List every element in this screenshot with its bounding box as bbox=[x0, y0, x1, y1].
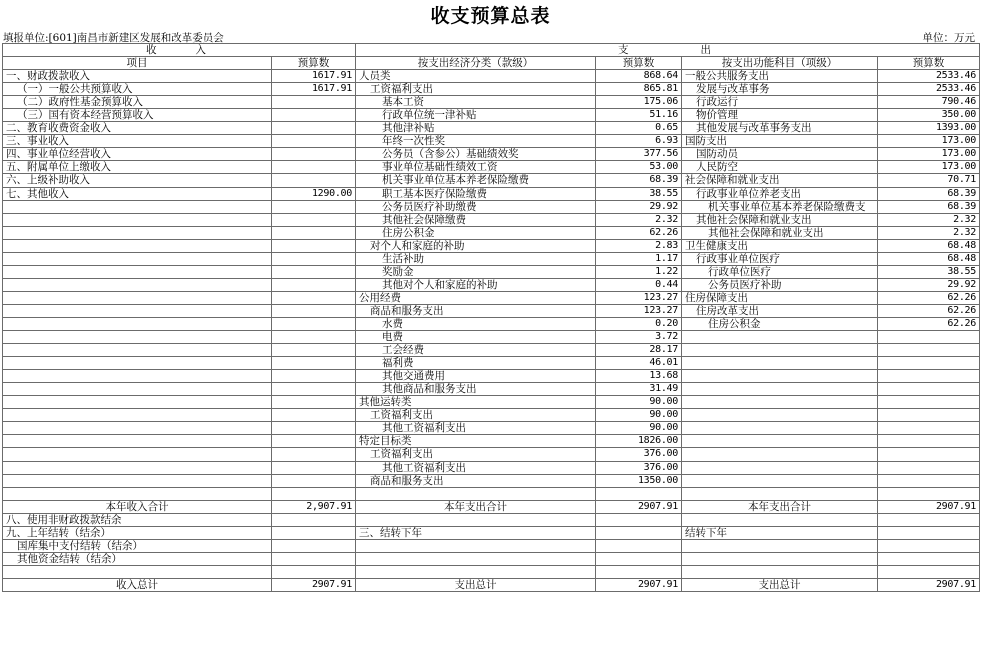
income-item bbox=[3, 304, 272, 317]
column-header-amount: 预算数 bbox=[878, 57, 980, 70]
functional-item bbox=[682, 331, 878, 344]
table-row bbox=[3, 578, 980, 591]
functional-item: 机关事业单位基本养老保险缴费支 bbox=[682, 200, 878, 213]
functional-amount: 70.71 bbox=[878, 174, 980, 187]
functional-item: 住房公积金 bbox=[682, 317, 878, 330]
economic-amount: 68.39 bbox=[596, 174, 682, 187]
table-row bbox=[3, 278, 980, 291]
economic-amount: 90.00 bbox=[596, 409, 682, 422]
column-header-amount: 预算数 bbox=[596, 57, 682, 70]
table-row bbox=[3, 461, 980, 474]
economic-amount: 46.01 bbox=[596, 357, 682, 370]
functional-item: 其他发展与改革事务支出 bbox=[682, 122, 878, 135]
table-row bbox=[3, 161, 980, 174]
functional-amount bbox=[878, 539, 980, 552]
functional-amount: 29.92 bbox=[878, 278, 980, 291]
functional-amount: 790.46 bbox=[878, 96, 980, 109]
economic-amount: 376.00 bbox=[596, 461, 682, 474]
economic-amount: 376.00 bbox=[596, 448, 682, 461]
table-row bbox=[3, 226, 980, 239]
income-amount: 2,907.91 bbox=[272, 500, 356, 513]
economic-item: 工会经费 bbox=[356, 344, 596, 357]
economic-item: 事业单位基础性绩效工资 bbox=[356, 161, 596, 174]
economic-amount: 123.27 bbox=[596, 304, 682, 317]
table-row bbox=[3, 317, 980, 330]
economic-amount: 90.00 bbox=[596, 422, 682, 435]
income-amount bbox=[272, 96, 356, 109]
table-row bbox=[3, 370, 980, 383]
functional-amount bbox=[878, 409, 980, 422]
functional-item: 公务员医疗补助 bbox=[682, 278, 878, 291]
income-item: （一）一般公共预算收入 bbox=[3, 83, 272, 96]
income-amount bbox=[272, 565, 356, 578]
column-header-functional: 按支出功能科目（项级） bbox=[682, 57, 878, 70]
economic-item: 其他商品和服务支出 bbox=[356, 383, 596, 396]
table-row bbox=[3, 396, 980, 409]
table-row bbox=[3, 304, 980, 317]
income-item: 九、上年结转（结余） bbox=[3, 526, 272, 539]
table-row bbox=[3, 252, 980, 265]
table-row bbox=[3, 213, 980, 226]
economic-amount: 2907.91 bbox=[596, 578, 682, 591]
functional-item bbox=[682, 383, 878, 396]
economic-item: 公务员医疗补助缴费 bbox=[356, 200, 596, 213]
economic-item: 支出总计 bbox=[356, 578, 596, 591]
functional-amount: 2.32 bbox=[878, 213, 980, 226]
column-header-economic: 按支出经济分类（款级） bbox=[356, 57, 596, 70]
income-item bbox=[3, 265, 272, 278]
section-header-row bbox=[3, 44, 980, 57]
income-item bbox=[3, 474, 272, 487]
currency-unit: 单位：万元 bbox=[922, 32, 975, 44]
functional-item bbox=[682, 409, 878, 422]
functional-item: 其他社会保障和就业支出 bbox=[682, 213, 878, 226]
income-amount bbox=[272, 148, 356, 161]
income-item: 五、附属单位上缴收入 bbox=[3, 161, 272, 174]
income-amount bbox=[272, 526, 356, 539]
economic-amount bbox=[596, 487, 682, 500]
economic-amount: 1350.00 bbox=[596, 474, 682, 487]
economic-item: 水费 bbox=[356, 317, 596, 330]
functional-amount bbox=[878, 396, 980, 409]
economic-amount: 13.68 bbox=[596, 370, 682, 383]
functional-amount bbox=[878, 344, 980, 357]
economic-item bbox=[356, 552, 596, 565]
income-amount bbox=[272, 109, 356, 122]
economic-amount: 3.72 bbox=[596, 331, 682, 344]
economic-item: 本年支出合计 bbox=[356, 500, 596, 513]
income-item bbox=[3, 396, 272, 409]
income-amount bbox=[272, 291, 356, 304]
income-item bbox=[3, 226, 272, 239]
income-item bbox=[3, 291, 272, 304]
functional-item bbox=[682, 396, 878, 409]
functional-item bbox=[682, 357, 878, 370]
income-item bbox=[3, 357, 272, 370]
economic-amount: 175.06 bbox=[596, 96, 682, 109]
economic-item: 对个人和家庭的补助 bbox=[356, 239, 596, 252]
income-item: 二、教育收费资金收入 bbox=[3, 122, 272, 135]
income-amount bbox=[272, 265, 356, 278]
economic-amount bbox=[596, 565, 682, 578]
income-item: 收入总计 bbox=[3, 578, 272, 591]
economic-amount: 90.00 bbox=[596, 396, 682, 409]
functional-item bbox=[682, 513, 878, 526]
functional-item: 本年支出合计 bbox=[682, 500, 878, 513]
table-row bbox=[3, 422, 980, 435]
economic-amount: 28.17 bbox=[596, 344, 682, 357]
functional-amount: 68.39 bbox=[878, 200, 980, 213]
functional-item: 住房保障支出 bbox=[682, 291, 878, 304]
income-item: 本年收入合计 bbox=[3, 500, 272, 513]
functional-amount bbox=[878, 435, 980, 448]
economic-amount: 51.16 bbox=[596, 109, 682, 122]
functional-item: 结转下年 bbox=[682, 526, 878, 539]
reporting-unit: 填报单位:[601]南昌市新建区发展和改革委员会 bbox=[3, 32, 224, 44]
functional-amount: 173.00 bbox=[878, 135, 980, 148]
income-item bbox=[3, 370, 272, 383]
income-amount bbox=[272, 383, 356, 396]
income-item bbox=[3, 383, 272, 396]
income-amount bbox=[272, 474, 356, 487]
income-section-header: 收 入 bbox=[3, 44, 356, 57]
column-header-item: 项目 bbox=[3, 57, 272, 70]
economic-item: 生活补助 bbox=[356, 252, 596, 265]
economic-item: 其他工资福利支出 bbox=[356, 461, 596, 474]
functional-item: 住房改革支出 bbox=[682, 304, 878, 317]
economic-amount bbox=[596, 513, 682, 526]
economic-item: 奖励金 bbox=[356, 265, 596, 278]
table-row bbox=[3, 383, 980, 396]
functional-amount: 62.26 bbox=[878, 317, 980, 330]
economic-amount: 53.00 bbox=[596, 161, 682, 174]
functional-item: 其他社会保障和就业支出 bbox=[682, 226, 878, 239]
table-row bbox=[3, 109, 980, 122]
functional-amount: 68.48 bbox=[878, 252, 980, 265]
functional-item: 国防动员 bbox=[682, 148, 878, 161]
economic-item bbox=[356, 487, 596, 500]
economic-amount: 62.26 bbox=[596, 226, 682, 239]
functional-amount: 350.00 bbox=[878, 109, 980, 122]
income-item: 四、事业单位经营收入 bbox=[3, 148, 272, 161]
income-amount bbox=[272, 161, 356, 174]
functional-amount bbox=[878, 448, 980, 461]
economic-amount: 38.55 bbox=[596, 187, 682, 200]
income-item bbox=[3, 200, 272, 213]
income-item bbox=[3, 252, 272, 265]
economic-item bbox=[356, 565, 596, 578]
page-title: 收支预算总表 bbox=[430, 5, 551, 27]
income-item bbox=[3, 213, 272, 226]
functional-amount: 38.55 bbox=[878, 265, 980, 278]
economic-item: 机关事业单位基本养老保险缴费 bbox=[356, 174, 596, 187]
functional-item: 人民防空 bbox=[682, 161, 878, 174]
economic-item: 福利费 bbox=[356, 357, 596, 370]
income-amount: 1617.91 bbox=[272, 70, 356, 83]
economic-amount bbox=[596, 552, 682, 565]
economic-item: 行政单位统一津补贴 bbox=[356, 109, 596, 122]
functional-item bbox=[682, 552, 878, 565]
functional-item: 国防支出 bbox=[682, 135, 878, 148]
functional-amount bbox=[878, 526, 980, 539]
income-amount bbox=[272, 487, 356, 500]
income-item: （三）国有资本经营预算收入 bbox=[3, 109, 272, 122]
economic-item: 年终一次性奖 bbox=[356, 135, 596, 148]
functional-amount bbox=[878, 552, 980, 565]
functional-item bbox=[682, 461, 878, 474]
income-amount bbox=[272, 357, 356, 370]
economic-amount: 0.44 bbox=[596, 278, 682, 291]
economic-amount: 6.93 bbox=[596, 135, 682, 148]
economic-item: 其他工资福利支出 bbox=[356, 422, 596, 435]
functional-amount bbox=[878, 383, 980, 396]
functional-amount bbox=[878, 461, 980, 474]
functional-item: 发展与改革事务 bbox=[682, 83, 878, 96]
functional-amount: 2907.91 bbox=[878, 578, 980, 591]
functional-item bbox=[682, 565, 878, 578]
table-row bbox=[3, 187, 980, 200]
functional-amount: 68.39 bbox=[878, 187, 980, 200]
table-row bbox=[3, 539, 980, 552]
table-row bbox=[3, 200, 980, 213]
functional-amount: 173.00 bbox=[878, 161, 980, 174]
table-row bbox=[3, 474, 980, 487]
functional-item: 社会保障和就业支出 bbox=[682, 174, 878, 187]
functional-item bbox=[682, 448, 878, 461]
income-amount bbox=[272, 304, 356, 317]
economic-item: 工资福利支出 bbox=[356, 83, 596, 96]
functional-item bbox=[682, 539, 878, 552]
table-row bbox=[3, 239, 980, 252]
functional-amount: 62.26 bbox=[878, 304, 980, 317]
income-amount bbox=[272, 317, 356, 330]
functional-amount bbox=[878, 474, 980, 487]
income-item bbox=[3, 344, 272, 357]
table-row bbox=[3, 96, 980, 109]
income-item bbox=[3, 461, 272, 474]
economic-amount: 2.32 bbox=[596, 213, 682, 226]
economic-item: 特定目标类 bbox=[356, 435, 596, 448]
economic-amount: 0.65 bbox=[596, 122, 682, 135]
functional-amount: 62.26 bbox=[878, 291, 980, 304]
functional-item bbox=[682, 487, 878, 500]
income-amount bbox=[272, 252, 356, 265]
functional-item bbox=[682, 422, 878, 435]
income-amount bbox=[272, 331, 356, 344]
income-amount bbox=[272, 409, 356, 422]
table-row bbox=[3, 409, 980, 422]
functional-amount bbox=[878, 422, 980, 435]
table-row bbox=[3, 513, 980, 526]
table-row bbox=[3, 135, 980, 148]
income-item bbox=[3, 239, 272, 252]
economic-item: 工资福利支出 bbox=[356, 409, 596, 422]
economic-item bbox=[356, 513, 596, 526]
economic-item: 基本工资 bbox=[356, 96, 596, 109]
functional-amount bbox=[878, 513, 980, 526]
economic-item: 商品和服务支出 bbox=[356, 304, 596, 317]
income-item: 八、使用非财政拨款结余 bbox=[3, 513, 272, 526]
budget-summary-table bbox=[2, 43, 980, 592]
table-row bbox=[3, 435, 980, 448]
income-item bbox=[3, 317, 272, 330]
income-item: 一、财政拨款收入 bbox=[3, 70, 272, 83]
table-row bbox=[3, 122, 980, 135]
table-row bbox=[3, 526, 980, 539]
functional-amount bbox=[878, 487, 980, 500]
income-item bbox=[3, 448, 272, 461]
economic-item: 三、结转下年 bbox=[356, 526, 596, 539]
income-item: 六、上级补助收入 bbox=[3, 174, 272, 187]
functional-item: 行政运行 bbox=[682, 96, 878, 109]
economic-item: 公务员（含参公）基础绩效奖 bbox=[356, 148, 596, 161]
economic-item: 其他对个人和家庭的补助 bbox=[356, 278, 596, 291]
economic-amount bbox=[596, 539, 682, 552]
income-amount bbox=[272, 461, 356, 474]
functional-item: 支出总计 bbox=[682, 578, 878, 591]
table-row bbox=[3, 448, 980, 461]
functional-item: 行政单位医疗 bbox=[682, 265, 878, 278]
functional-item: 行政事业单位医疗 bbox=[682, 252, 878, 265]
income-amount bbox=[272, 174, 356, 187]
functional-amount bbox=[878, 331, 980, 344]
economic-amount: 377.56 bbox=[596, 148, 682, 161]
table-row bbox=[3, 487, 980, 500]
functional-item: 物价管理 bbox=[682, 109, 878, 122]
table-row bbox=[3, 565, 980, 578]
economic-item: 其他社会保障缴费 bbox=[356, 213, 596, 226]
functional-amount: 68.48 bbox=[878, 239, 980, 252]
income-item bbox=[3, 565, 272, 578]
column-header-amount: 预算数 bbox=[272, 57, 356, 70]
income-item bbox=[3, 435, 272, 448]
income-amount bbox=[272, 435, 356, 448]
economic-item bbox=[356, 539, 596, 552]
functional-item bbox=[682, 435, 878, 448]
economic-item: 其他交通费用 bbox=[356, 370, 596, 383]
economic-item: 工资福利支出 bbox=[356, 448, 596, 461]
table-row bbox=[3, 500, 980, 513]
income-item: 国库集中支付结转（结余） bbox=[3, 539, 272, 552]
income-amount: 2907.91 bbox=[272, 578, 356, 591]
income-item bbox=[3, 331, 272, 344]
functional-amount: 1393.00 bbox=[878, 122, 980, 135]
functional-amount: 2.32 bbox=[878, 226, 980, 239]
income-amount bbox=[272, 539, 356, 552]
table-row bbox=[3, 83, 980, 96]
functional-amount: 2907.91 bbox=[878, 500, 980, 513]
income-amount bbox=[272, 213, 356, 226]
income-amount bbox=[272, 239, 356, 252]
column-header-row bbox=[3, 57, 980, 70]
economic-amount: 1826.00 bbox=[596, 435, 682, 448]
functional-amount bbox=[878, 565, 980, 578]
economic-item: 电费 bbox=[356, 331, 596, 344]
economic-amount: 0.20 bbox=[596, 317, 682, 330]
expense-section-header: 支 出 bbox=[356, 44, 980, 57]
income-amount: 1617.91 bbox=[272, 83, 356, 96]
income-item bbox=[3, 278, 272, 291]
income-item: 三、事业收入 bbox=[3, 135, 272, 148]
income-amount bbox=[272, 226, 356, 239]
economic-amount: 123.27 bbox=[596, 291, 682, 304]
income-item bbox=[3, 422, 272, 435]
economic-item: 职工基本医疗保险缴费 bbox=[356, 187, 596, 200]
economic-amount bbox=[596, 526, 682, 539]
economic-amount: 865.81 bbox=[596, 83, 682, 96]
income-amount: 1290.00 bbox=[272, 187, 356, 200]
income-amount bbox=[272, 422, 356, 435]
income-amount bbox=[272, 135, 356, 148]
economic-amount: 868.64 bbox=[596, 70, 682, 83]
economic-amount: 29.92 bbox=[596, 200, 682, 213]
economic-item: 公用经费 bbox=[356, 291, 596, 304]
economic-amount: 1.17 bbox=[596, 252, 682, 265]
table-row bbox=[3, 291, 980, 304]
economic-amount: 1.22 bbox=[596, 265, 682, 278]
income-item bbox=[3, 487, 272, 500]
table-row bbox=[3, 331, 980, 344]
table-row bbox=[3, 344, 980, 357]
functional-item bbox=[682, 474, 878, 487]
economic-item: 住房公积金 bbox=[356, 226, 596, 239]
economic-amount: 2.83 bbox=[596, 239, 682, 252]
functional-amount: 2533.46 bbox=[878, 70, 980, 83]
income-amount bbox=[272, 278, 356, 291]
economic-amount: 31.49 bbox=[596, 383, 682, 396]
table-row bbox=[3, 70, 980, 83]
functional-item bbox=[682, 370, 878, 383]
income-amount bbox=[272, 200, 356, 213]
functional-amount: 173.00 bbox=[878, 148, 980, 161]
table-row bbox=[3, 357, 980, 370]
economic-item: 商品和服务支出 bbox=[356, 474, 596, 487]
economic-item: 人员类 bbox=[356, 70, 596, 83]
income-amount bbox=[272, 122, 356, 135]
economic-item: 其他运转类 bbox=[356, 396, 596, 409]
economic-amount: 2907.91 bbox=[596, 500, 682, 513]
table-row bbox=[3, 174, 980, 187]
functional-amount bbox=[878, 370, 980, 383]
income-item: 其他资金结转（结余） bbox=[3, 552, 272, 565]
income-item: （二）政府性基金预算收入 bbox=[3, 96, 272, 109]
income-amount bbox=[272, 396, 356, 409]
income-item bbox=[3, 409, 272, 422]
income-item: 七、其他收入 bbox=[3, 187, 272, 200]
functional-amount: 2533.46 bbox=[878, 83, 980, 96]
income-amount bbox=[272, 552, 356, 565]
functional-item: 卫生健康支出 bbox=[682, 239, 878, 252]
functional-item: 一般公共服务支出 bbox=[682, 70, 878, 83]
income-amount bbox=[272, 513, 356, 526]
table-row bbox=[3, 552, 980, 565]
functional-amount bbox=[878, 357, 980, 370]
table-row bbox=[3, 148, 980, 161]
table-row bbox=[3, 265, 980, 278]
economic-item: 其他津补贴 bbox=[356, 122, 596, 135]
income-amount bbox=[272, 370, 356, 383]
income-amount bbox=[272, 344, 356, 357]
income-amount bbox=[272, 448, 356, 461]
functional-item bbox=[682, 344, 878, 357]
functional-item: 行政事业单位养老支出 bbox=[682, 187, 878, 200]
